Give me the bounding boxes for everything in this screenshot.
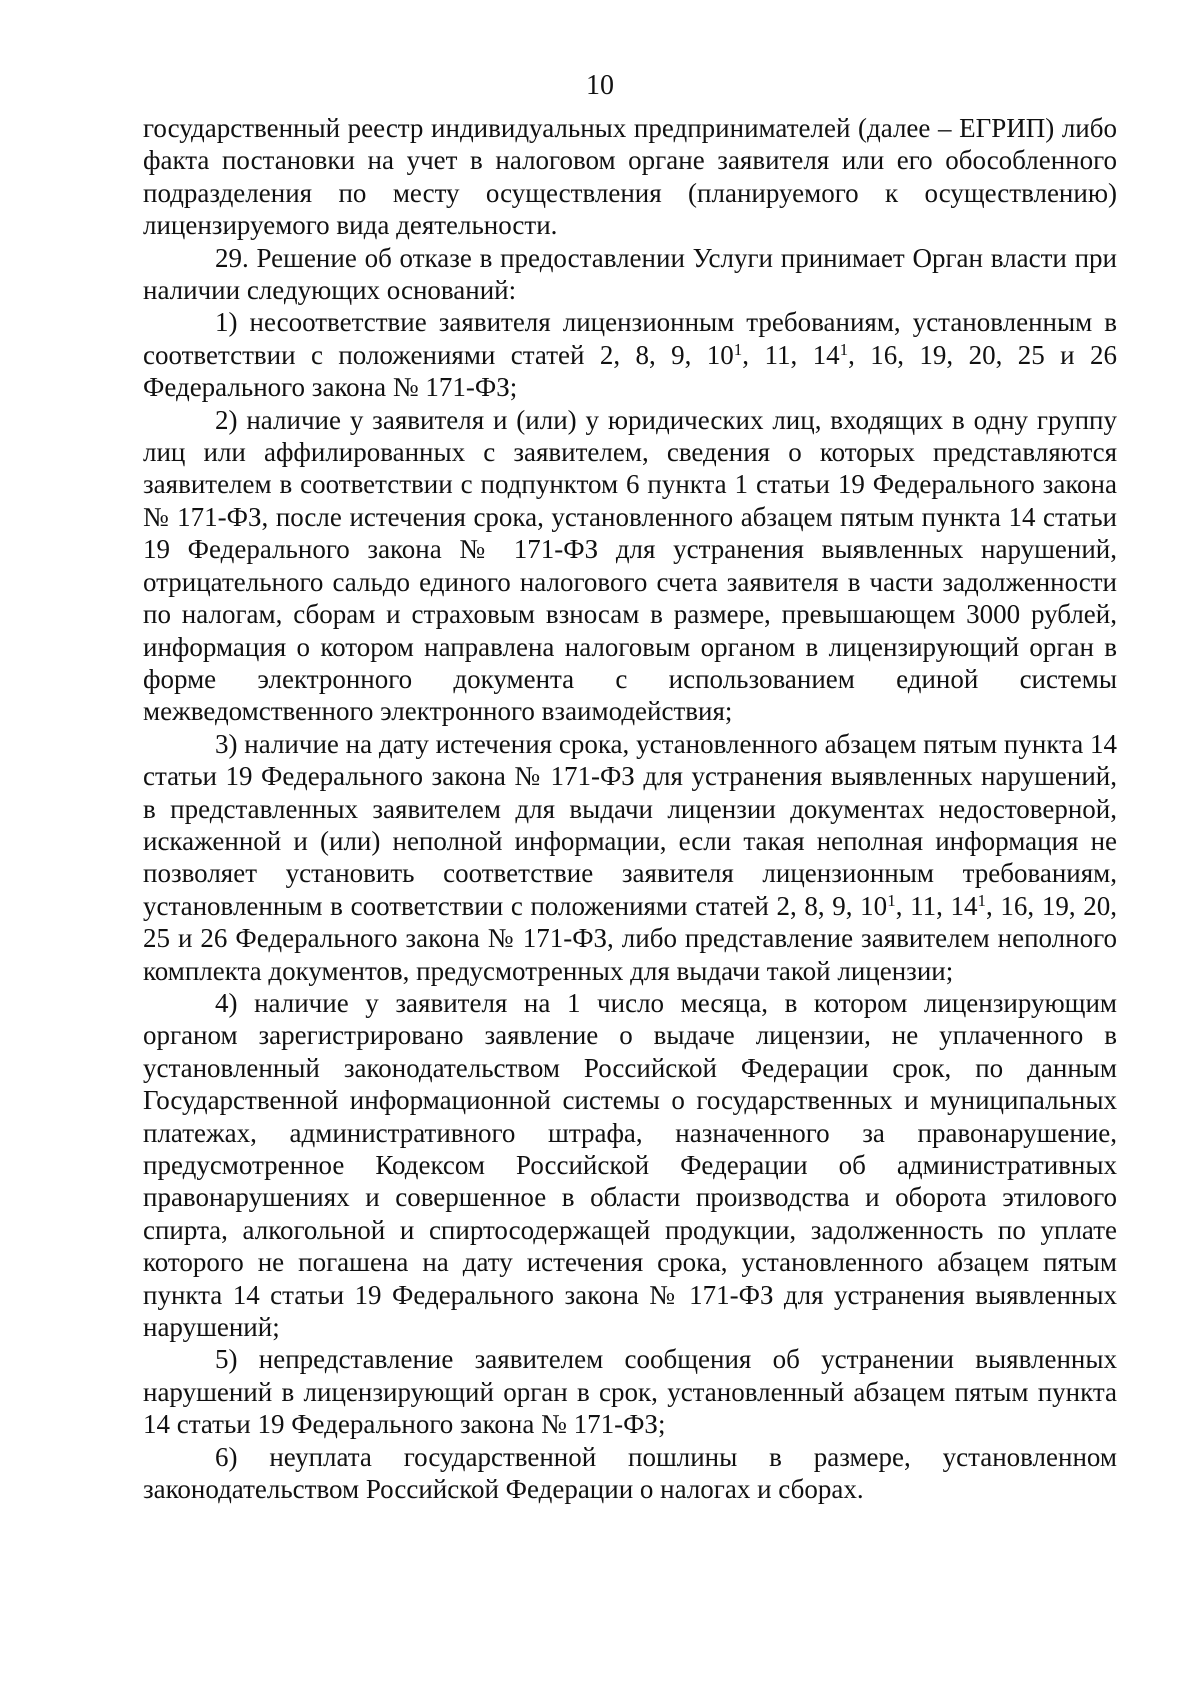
paragraph-item-29: 29. Решение об отказе в предоставлении Услуги принимает Орган власти при наличии следующих оснований: (143, 242, 1117, 306)
paragraph-egrip-continuation: государственный реестр индивидуальных предпринимателей (далее – ЕГРИП) либо факта постановки на учет в налоговом органе заявителя или его обособленного подразделения по месту осуществления (планируемого к осуществлению) лицензируемого вида деятельности. (143, 113, 1117, 241)
superscript-index: 1 (977, 890, 987, 910)
superscript-index: 1 (733, 339, 743, 359)
document-body (143, 112, 1117, 1505)
paragraph-subitem-4: 4) наличие у заявителя на 1 число месяца, в котором лицензирующим органом зарегистрировано заявление о выдаче лицензии, не уплаченного в установленный законодательством Российской Федерации срок, по данным Государственной информационной системы о государственных и муниципальных платежах, административного штрафа, назначенного за правонарушение, предусмотренное Кодексом Российской Федерации об административных правонарушениях и совершенное в области производства и оборота этилового спирта, алкогольной и спиртосодержащей продукции, задолженность по уплате которого не погашена на дату истечения срока, установленного абзацем пятым пункта 14 статьи 19 Федерального закона № 171-ФЗ для устранения выявленных нарушений; (143, 987, 1117, 1343)
page-number: 10 (586, 70, 614, 101)
paragraph-subitem-2: 2) наличие у заявителя и (или) у юридических лиц, входящих в одну группу лиц или аффилированных с заявителем, сведения о которых представляются заявителем в соответствии с подпунктом 6 пункта 1 статьи 19 Федерального закона № 171-ФЗ, после истечения срока, установленного абзацем пятым пункта 14 статьи 19 Федерального закона № 171-ФЗ для устранения выявленных нарушений, отрицательного сальдо единого налогового счета заявителя в части задолженности по налогам, сборам и страховым взносам в размере, превышающем 3000 рублей, информация о котором направлена налоговым органом в лицензирующий орган в форме электронного документа с использованием единой системы межведомственного электронного взаимодействия; (143, 404, 1117, 727)
paragraph-subitem-6: 6) неуплата государственной пошлины в размере, установленном законодательством Российской Федерации о налогах и сборах. (143, 1441, 1117, 1505)
paragraph-subitem-5: 5) непредставление заявителем сообщения об устранении выявленных нарушений в лицензирующий орган в срок, установленный абзацем пятым пункта 14 статьи 19 Федерального закона № 171-ФЗ; (143, 1344, 1117, 1440)
paragraph-subitem-1: 1) несоответствие заявителя лицензионным требованиям, установленным в соответствии с положениями статей 2, 8, 9, $10^1$, 11, $14^1$, 16, 19, 20, 25 и 26 Федерального закона № 171-ФЗ; (143, 307, 1117, 403)
paragraph-subitem-3: 3) наличие на дату истечения срока, установленного абзацем пятым пункта 14 статьи 19 Федерального закона № 171-ФЗ для устранения выявленных нарушений, в представленных заявителем для выдачи лицензии документах недостоверной, искаженной и (или) неполной информации, если такая неполная информация не позволяет установить соответствие заявителя лицензионным требованиям, установленным в соответствии с положениями статей 2, 8, 9, $10^1$, 11, $14^1$, 16, 19, 20, 25 и 26 Федерального закона № 171-ФЗ, либо представление заявителем неполного комплекта документов, предусмотренных для выдачи такой лицензии; (143, 728, 1118, 986)
superscript-index: 1 (839, 339, 849, 359)
superscript-index: 1 (887, 890, 896, 910)
